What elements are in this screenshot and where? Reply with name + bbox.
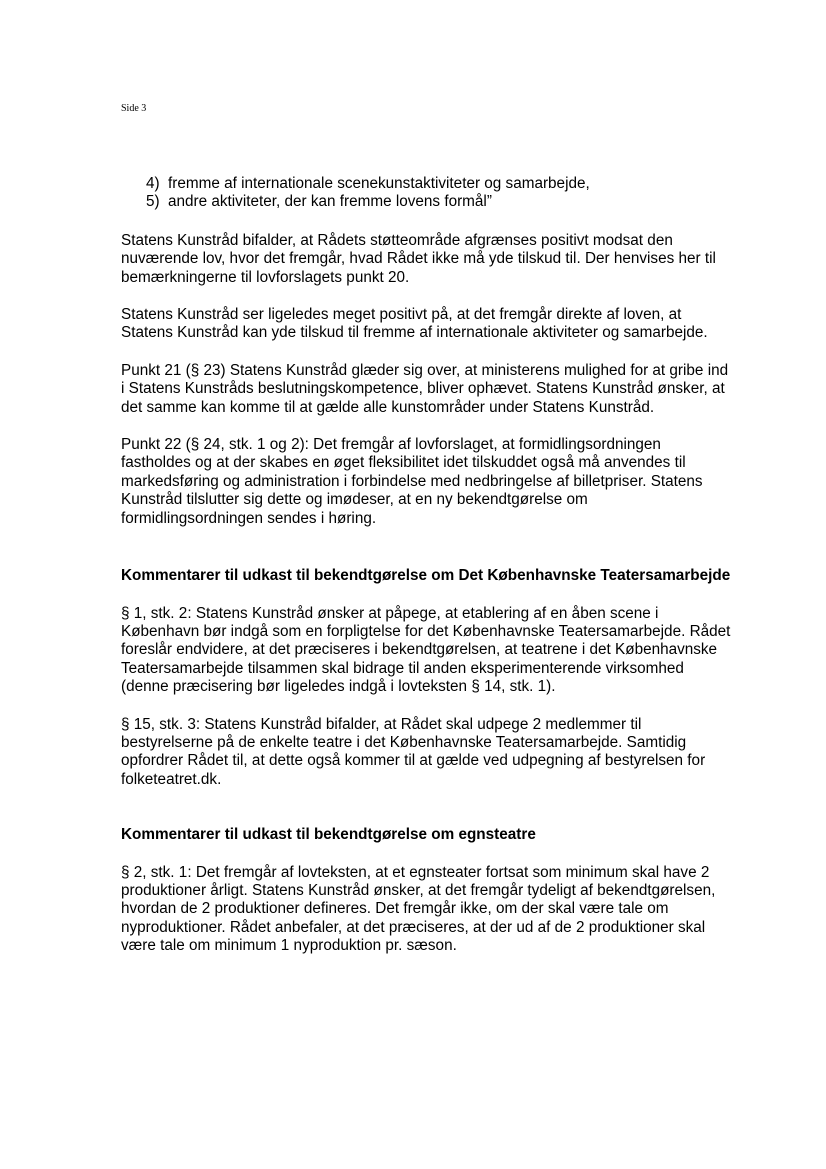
paragraph: Statens Kunstråd ser ligeledes meget positivt på, at det fremgår direkte af loven, at Statens Kunstråd kan yde tilskud til fremme af internationale aktiviteter og samarbejde.: [121, 306, 708, 342]
document-body: [121, 175, 731, 975]
list-item-text: andre aktiviteter, der kan fremme lovens formål”: [168, 193, 492, 211]
list-item-number: 4): [146, 175, 160, 192]
paragraph: § 15, stk. 3: Statens Kunstråd bifalder, at Rådet skal udpege 2 medlemmer til bestyrelserne på de enkelte teatre i det Københavnske Teatersamarbejde. Samtidig opfordrer Rådet til, at dette også kommer til at gælde ved udpegning af bestyrelsen for folketeatret.dk.: [121, 715, 706, 788]
paragraph: Statens Kunstråd bifalder, at Rådets støtteområde afgrænses positivt modsat den nuværende lov, hvor det fremgår, hvad Rådet ikke må yde tilskud til. Der henvises her til bemærkningerne til lovforslagets punkt 20.: [121, 231, 716, 286]
paragraph: Punkt 21 (§ 23) Statens Kunstråd glæder sig over, at ministerens mulighed for at gribe ind i Statens Kunstråds beslutningskompetence, bliver ophævet. Statens Kunstråd ønsker, at det samme kan komme til at gælde alle kunstområder under Statens Kunstråd.: [121, 361, 729, 416]
page-number: Side 3: [121, 103, 147, 114]
numbered-list: [121, 175, 731, 212]
list-item: [121, 193, 731, 211]
section-heading: Kommentarer til udkast til bekendtgørelse om egnsteatre: [121, 826, 536, 844]
paragraph: Punkt 22 (§ 24, stk. 1 og 2): Det fremgår af lovforslaget, at formidlingsordningen fastholdes og at der skabes en øget fleksibilitet idet tilskuddet også må anvendes til markedsføring og administration i forbindelse med nedbringelse af billetpriser. Statens Kunstråd tilslutter sig dette og imødeser, at en ny bekendtgørelse om formidlingsordningen sendes i høring.: [121, 436, 703, 527]
list-item: [121, 175, 731, 193]
section-heading: Kommentarer til udkast til bekendtgørelse om Det Københavnske Teatersamarbejde: [121, 567, 731, 585]
list-item-number: 5): [146, 193, 160, 211]
paragraph: § 1, stk. 2: Statens Kunstråd ønsker at påpege, at etablering af en åben scene i København bør indgå som en forpligtelse for det Københavnske Teatersamarbejde. Rådet foreslår endvidere, at det præciseres i bekendtgørelsen, at teatrene i det Københavnske Teatersamarbejde tilsammen skal bidrage til anden eksperimenterende virksomhed (denne præcisering bør ligeledes indgå i lovteksten § 14, stk. 1).: [121, 604, 731, 696]
paragraph: § 2, stk. 1: Det fremgår af lovteksten, at et egnsteater fortsat som minimum skal have 2 produktioner årligt. Statens Kunstråd ønsker, at det fremgår tydeligt af bekendtgørelsen, hvordan de 2 produktioner defineres. Det fremgår ikke, om der skal være tale om nyproduktioner. Rådet anbefaler, at det præciseres, at der ud af de 2 produktioner skal være tale om minimum 1 nyproduktion pr. sæson.: [121, 863, 716, 955]
list-item-text: fremme af internationale scenekunstaktiviteter og samarbejde,: [168, 175, 590, 192]
